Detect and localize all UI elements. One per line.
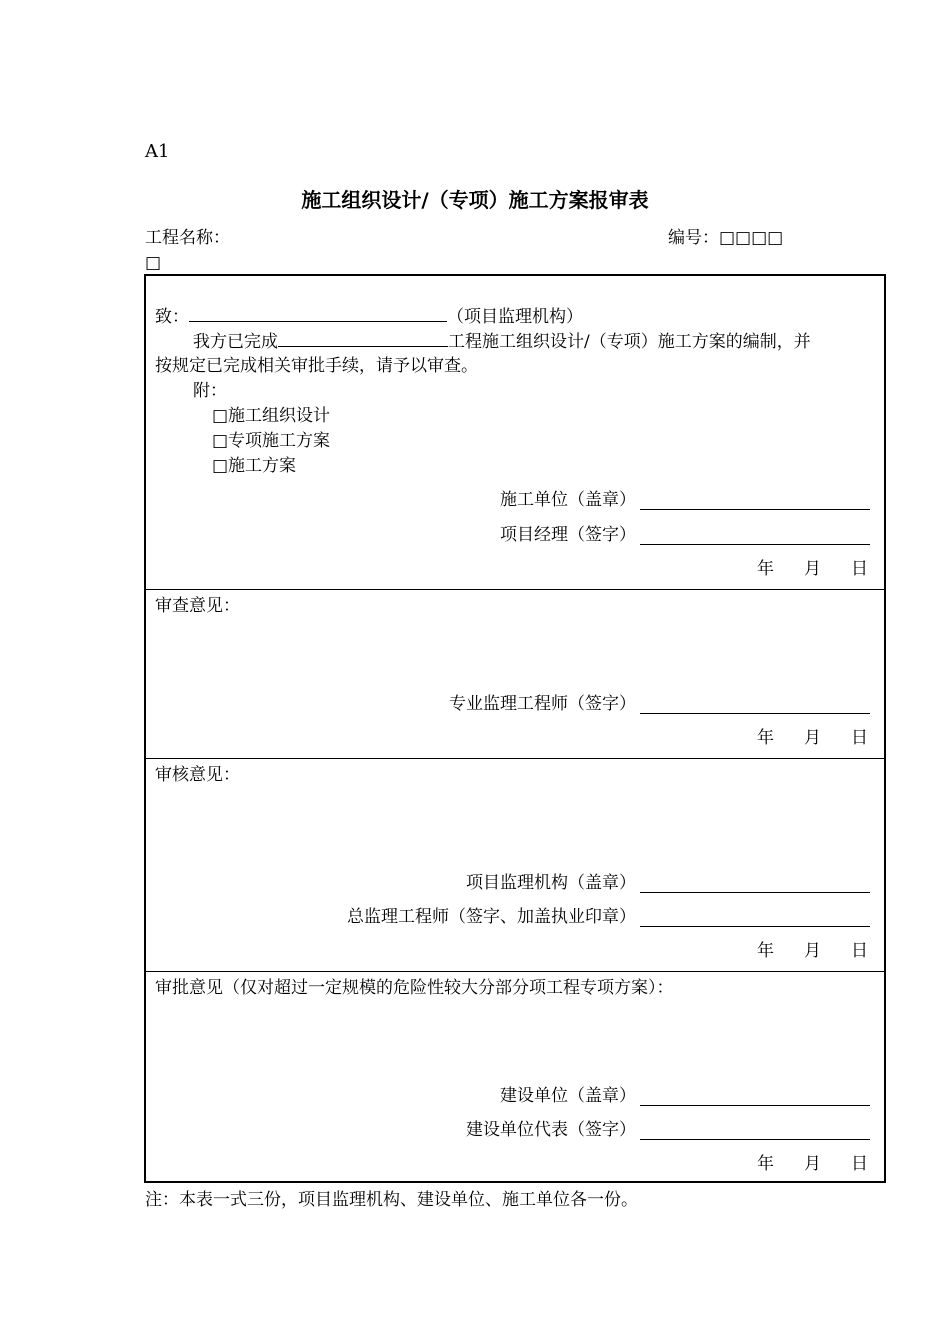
signature-line[interactable] <box>640 528 870 545</box>
signature-line[interactable] <box>640 1123 870 1140</box>
page-title: 施工组织设计/（专项）施工方案报审表 <box>301 188 649 212</box>
body-line-1 <box>193 331 811 352</box>
approval-section <box>146 972 884 1181</box>
signature-row <box>500 490 870 510</box>
signature-row <box>449 694 870 714</box>
day-label: 日 <box>851 559 868 579</box>
footnote: 注：本表一式三份，项目监理机构、建设单位、施工单位各一份。 <box>145 1190 638 1210</box>
signature-line[interactable] <box>640 910 870 927</box>
day-label: 日 <box>851 941 868 961</box>
year-label: 年 <box>757 728 774 748</box>
approval-form-table <box>144 274 886 1183</box>
project-name-label: 工程名称： <box>145 228 230 248</box>
audit-label: 审核意见： <box>155 765 240 785</box>
signature-row <box>500 1086 870 1106</box>
number-label: 编号：□□□□ <box>668 228 784 248</box>
signature-row <box>500 525 870 545</box>
date-row <box>727 941 868 961</box>
month-label: 月 <box>804 1154 821 1174</box>
project-name-box: □ <box>145 253 162 273</box>
to-suffix: （项目监理机构） <box>447 307 583 327</box>
signature-row <box>466 1120 870 1140</box>
year-label: 年 <box>757 1154 774 1174</box>
day-label: 日 <box>851 1154 868 1174</box>
signature-label: 建设单位（盖章） <box>500 1086 636 1106</box>
review-label: 审查意见： <box>155 596 240 616</box>
signature-line[interactable] <box>640 876 870 893</box>
year-label: 年 <box>757 941 774 961</box>
attachment-special-plan[interactable]: □专项施工方案 <box>212 431 331 451</box>
body-prefix: 我方已完成 <box>193 332 278 352</box>
form-id: A1 <box>145 141 170 162</box>
date-row <box>727 1154 868 1174</box>
attachment-construction-plan[interactable]: □施工方案 <box>212 456 297 476</box>
month-label: 月 <box>804 728 821 748</box>
day-label: 日 <box>851 728 868 748</box>
attach-label: 附： <box>193 381 227 401</box>
signature-row <box>466 873 870 893</box>
signature-label: 总监理工程师（签字、加盖执业印章） <box>347 907 636 927</box>
month-label: 月 <box>804 941 821 961</box>
year-label: 年 <box>757 559 774 579</box>
signature-line[interactable] <box>640 1089 870 1106</box>
signature-label: 建设单位代表（签字） <box>466 1120 636 1140</box>
date-row <box>727 559 868 579</box>
approval-label: 审批意见（仅对超过一定规模的危险性较大分部分项工程专项方案）： <box>155 978 674 998</box>
signature-label: 项目经理（签字） <box>500 525 636 545</box>
to-label: 致： <box>155 307 189 327</box>
body-line-2: 按规定已完成相关审批手续，请予以审查。 <box>155 356 478 376</box>
audit-section <box>146 759 884 972</box>
body-suffix: 工程施工组织设计/（专项）施工方案的编制，并 <box>448 332 811 352</box>
submission-section <box>146 276 884 590</box>
project-blank[interactable] <box>278 331 448 347</box>
signature-line[interactable] <box>640 697 870 714</box>
review-section <box>146 590 884 759</box>
date-row <box>727 728 868 748</box>
to-line <box>155 306 583 327</box>
signature-line[interactable] <box>640 493 870 510</box>
attachment-construction-design[interactable]: □施工组织设计 <box>212 406 331 426</box>
signature-row <box>347 907 870 927</box>
to-blank[interactable] <box>189 306 447 322</box>
signature-label: 项目监理机构（盖章） <box>466 873 636 893</box>
signature-label: 专业监理工程师（签字） <box>449 694 636 714</box>
month-label: 月 <box>804 559 821 579</box>
signature-label: 施工单位（盖章） <box>500 490 636 510</box>
